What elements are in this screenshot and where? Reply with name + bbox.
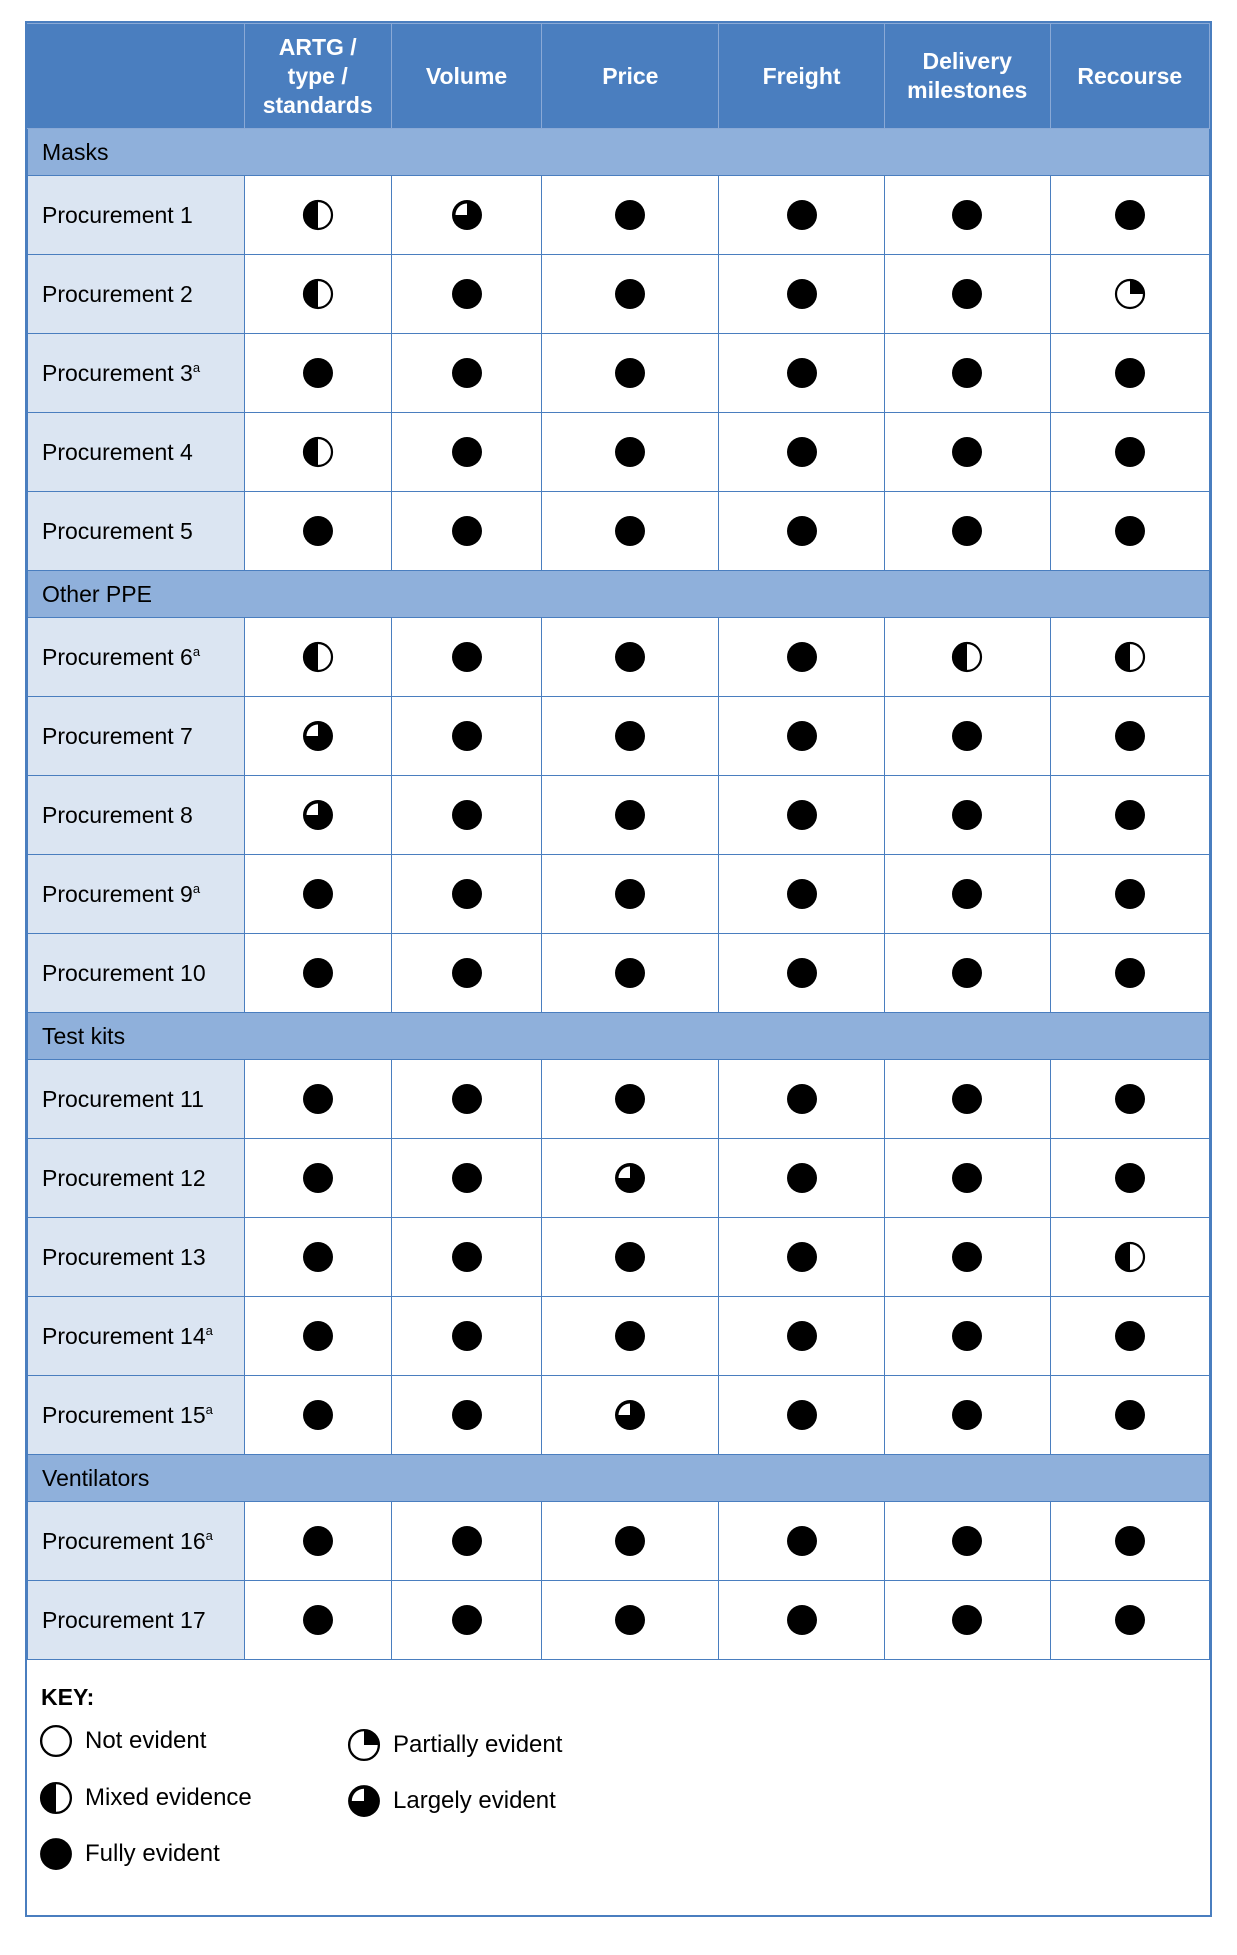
fully-evident-icon xyxy=(302,1399,334,1431)
fully-evident-icon xyxy=(951,957,983,989)
evidence-cell xyxy=(542,255,719,334)
largely-evident-icon xyxy=(302,799,334,831)
fully-evident-icon xyxy=(951,1604,983,1636)
evidence-cell xyxy=(391,1297,542,1376)
evidence-cell xyxy=(884,1376,1050,1455)
key-item-not-evident xyxy=(39,1724,206,1758)
table-row xyxy=(28,934,1210,1013)
evidence-cell xyxy=(719,334,885,413)
evidence-cell xyxy=(391,413,542,492)
evidence-cell xyxy=(719,1218,885,1297)
fully-evident-icon xyxy=(786,278,818,310)
table-row xyxy=(28,176,1210,255)
fully-evident-icon xyxy=(302,357,334,389)
key-label: Partially evident xyxy=(393,1731,563,1758)
evidence-cell xyxy=(1050,1060,1209,1139)
table-row xyxy=(28,255,1210,334)
fully-evident-icon xyxy=(786,1241,818,1273)
evidence-cell xyxy=(884,176,1050,255)
row-footnote-marker: a xyxy=(205,1322,213,1338)
evidence-cell xyxy=(884,492,1050,571)
evidence-cell xyxy=(391,697,542,776)
largely-evident-icon xyxy=(451,199,483,231)
fully-evident-icon xyxy=(951,1399,983,1431)
evidence-cell xyxy=(244,1218,391,1297)
evidence-cell xyxy=(391,255,542,334)
fully-evident-icon xyxy=(951,1241,983,1273)
evidence-cell xyxy=(542,1297,719,1376)
row-footnote-marker: a xyxy=(205,1401,213,1417)
fully-evident-icon xyxy=(951,278,983,310)
row-label-cell xyxy=(28,618,245,697)
fully-evident-icon xyxy=(786,1162,818,1194)
evidence-cell xyxy=(1050,413,1209,492)
fully-evident-icon xyxy=(614,641,646,673)
row-label: Procurement 3 xyxy=(42,359,193,386)
fully-evident-icon xyxy=(951,878,983,910)
row-label: Procurement 10 xyxy=(42,959,206,986)
fully-evident-icon xyxy=(786,1525,818,1557)
row-label-cell xyxy=(28,413,245,492)
evidence-cell xyxy=(542,934,719,1013)
evidence-cell xyxy=(884,1139,1050,1218)
fully-evident-icon xyxy=(451,436,483,468)
fully-evident-icon xyxy=(786,199,818,231)
fully-evident-icon xyxy=(1114,436,1146,468)
fully-evident-icon xyxy=(786,799,818,831)
row-footnote-marker: a xyxy=(205,1527,213,1543)
evidence-cell xyxy=(391,1218,542,1297)
fully-evident-icon xyxy=(786,1399,818,1431)
row-label-cell xyxy=(28,1139,245,1218)
table-row xyxy=(28,492,1210,571)
evidence-cell xyxy=(1050,1376,1209,1455)
fully-evident-icon xyxy=(951,1162,983,1194)
evidence-cell xyxy=(1050,1502,1209,1581)
evidence-cell xyxy=(542,1139,719,1218)
table-row xyxy=(28,1581,1210,1660)
fully-evident-icon xyxy=(614,199,646,231)
evidence-cell xyxy=(542,413,719,492)
fully-evident-icon xyxy=(451,1604,483,1636)
evidence-cell xyxy=(1050,1139,1209,1218)
fully-evident-icon xyxy=(451,1399,483,1431)
evidence-cell xyxy=(1050,255,1209,334)
fully-evident-icon xyxy=(39,1837,73,1871)
table-row xyxy=(28,1376,1210,1455)
evidence-cell xyxy=(542,697,719,776)
row-footnote-marker: a xyxy=(192,880,201,896)
not-evident-icon xyxy=(39,1724,73,1758)
evidence-cell xyxy=(719,413,885,492)
evidence-cell xyxy=(1050,934,1209,1013)
fully-evident-icon xyxy=(786,957,818,989)
section-row xyxy=(28,129,1210,176)
evidence-cell xyxy=(542,1502,719,1581)
key-title: KEY: xyxy=(41,1684,95,1710)
row-label: Procurement 14 xyxy=(42,1322,206,1349)
evidence-cell xyxy=(391,1581,542,1660)
fully-evident-icon xyxy=(451,720,483,752)
fully-evident-icon xyxy=(786,436,818,468)
evidence-cell xyxy=(391,492,542,571)
largely-evident-icon xyxy=(614,1162,646,1194)
fully-evident-icon xyxy=(786,515,818,547)
evidence-cell xyxy=(884,413,1050,492)
fully-evident-icon xyxy=(451,957,483,989)
fully-evident-icon xyxy=(614,515,646,547)
evidence-cell xyxy=(884,1297,1050,1376)
fully-evident-icon xyxy=(951,1320,983,1352)
evidence-cell xyxy=(719,1060,885,1139)
largely-evident-icon xyxy=(302,720,334,752)
evidence-cell xyxy=(1050,1581,1209,1660)
fully-evident-icon xyxy=(1114,1525,1146,1557)
row-label: Procurement 17 xyxy=(42,1606,206,1633)
evidence-cell xyxy=(1050,618,1209,697)
fully-evident-icon xyxy=(786,641,818,673)
evidence-cell xyxy=(884,697,1050,776)
fully-evident-icon xyxy=(951,720,983,752)
mixed-evidence-icon xyxy=(39,1781,73,1815)
row-footnote-marker: a xyxy=(192,359,201,375)
evidence-cell xyxy=(391,1139,542,1218)
evidence-cell xyxy=(719,1297,885,1376)
table-row xyxy=(28,1297,1210,1376)
table-row xyxy=(28,855,1210,934)
evidence-cell xyxy=(391,334,542,413)
key-item-mixed-evidence xyxy=(39,1781,252,1815)
evidence-cell xyxy=(244,334,391,413)
row-label: Procurement 15 xyxy=(42,1401,206,1428)
row-label-cell xyxy=(28,1218,245,1297)
evidence-cell xyxy=(542,618,719,697)
fully-evident-icon xyxy=(1114,1083,1146,1115)
row-label: Procurement 2 xyxy=(42,280,193,307)
partially-evident-icon xyxy=(347,1728,381,1762)
fully-evident-icon xyxy=(614,436,646,468)
fully-evident-icon xyxy=(614,1525,646,1557)
table-row xyxy=(28,334,1210,413)
fully-evident-icon xyxy=(786,720,818,752)
fully-evident-icon xyxy=(614,1320,646,1352)
fully-evident-icon xyxy=(614,878,646,910)
evidence-cell xyxy=(244,1581,391,1660)
table-row xyxy=(28,697,1210,776)
evidence-cell xyxy=(1050,776,1209,855)
evidence-cell xyxy=(391,176,542,255)
table-row xyxy=(28,1502,1210,1581)
evidence-cell xyxy=(1050,492,1209,571)
table-row xyxy=(28,413,1210,492)
mixed-evidence-icon xyxy=(302,278,334,310)
table-body xyxy=(28,129,1210,1660)
evidence-cell xyxy=(542,1060,719,1139)
section-row xyxy=(28,1013,1210,1060)
fully-evident-icon xyxy=(951,799,983,831)
evidence-cell xyxy=(542,855,719,934)
evidence-cell xyxy=(391,855,542,934)
evidence-cell xyxy=(542,1581,719,1660)
fully-evident-icon xyxy=(786,1083,818,1115)
evidence-cell xyxy=(542,492,719,571)
evidence-cell xyxy=(542,776,719,855)
fully-evident-icon xyxy=(614,278,646,310)
fully-evident-icon xyxy=(302,957,334,989)
evidence-cell xyxy=(542,1218,719,1297)
fully-evident-icon xyxy=(302,1162,334,1194)
evidence-cell xyxy=(719,776,885,855)
evidence-cell xyxy=(719,618,885,697)
fully-evident-icon xyxy=(302,878,334,910)
table-header-row xyxy=(28,24,1210,129)
fully-evident-icon xyxy=(1114,1604,1146,1636)
evidence-cell xyxy=(542,176,719,255)
evidence-cell xyxy=(244,176,391,255)
mixed-evidence-icon xyxy=(1114,1241,1146,1273)
mixed-evidence-icon xyxy=(302,436,334,468)
table-row xyxy=(28,618,1210,697)
fully-evident-icon xyxy=(1114,1162,1146,1194)
fully-evident-icon xyxy=(451,515,483,547)
fully-evident-icon xyxy=(451,641,483,673)
evidence-cell xyxy=(719,492,885,571)
fully-evident-icon xyxy=(302,515,334,547)
fully-evident-icon xyxy=(614,357,646,389)
mixed-evidence-icon xyxy=(302,199,334,231)
evidence-cell xyxy=(719,176,885,255)
fully-evident-icon xyxy=(451,1320,483,1352)
row-label: Procurement 7 xyxy=(42,722,193,749)
row-label-cell xyxy=(28,176,245,255)
row-label: Procurement 13 xyxy=(42,1243,206,1270)
fully-evident-icon xyxy=(451,1525,483,1557)
evidence-cell xyxy=(542,1376,719,1455)
evidence-cell xyxy=(884,1218,1050,1297)
evidence-cell xyxy=(244,934,391,1013)
col-header-price: Price xyxy=(542,24,719,129)
evidence-cell xyxy=(391,1060,542,1139)
table-row xyxy=(28,1139,1210,1218)
row-label: Procurement 4 xyxy=(42,438,193,465)
evidence-cell xyxy=(884,334,1050,413)
fully-evident-icon xyxy=(1114,357,1146,389)
fully-evident-icon xyxy=(302,1241,334,1273)
fully-evident-icon xyxy=(302,1604,334,1636)
table-row xyxy=(28,776,1210,855)
evidence-cell xyxy=(719,1139,885,1218)
evidence-cell xyxy=(1050,855,1209,934)
fully-evident-icon xyxy=(1114,1320,1146,1352)
key-label: Not evident xyxy=(85,1727,207,1754)
evidence-cell xyxy=(391,1502,542,1581)
fully-evident-icon xyxy=(614,799,646,831)
row-label: Procurement 5 xyxy=(42,517,193,544)
row-footnote-marker: a xyxy=(192,643,201,659)
fully-evident-icon xyxy=(951,199,983,231)
row-label: Procurement 16 xyxy=(42,1527,206,1554)
evidence-cell xyxy=(244,492,391,571)
fully-evident-icon xyxy=(951,1525,983,1557)
evidence-cell xyxy=(719,697,885,776)
evidence-cell xyxy=(884,618,1050,697)
evidence-cell xyxy=(719,1502,885,1581)
fully-evident-icon xyxy=(951,515,983,547)
evidence-cell xyxy=(1050,1297,1209,1376)
largely-evident-icon xyxy=(347,1784,381,1818)
key-item-partially-evident xyxy=(347,1728,562,1762)
fully-evident-icon xyxy=(951,436,983,468)
fully-evident-icon xyxy=(302,1083,334,1115)
evidence-cell xyxy=(244,255,391,334)
evidence-cell xyxy=(244,855,391,934)
fully-evident-icon xyxy=(1114,199,1146,231)
fully-evident-icon xyxy=(1114,957,1146,989)
row-label-cell xyxy=(28,855,245,934)
section-row xyxy=(28,571,1210,618)
key-label: Fully evident xyxy=(85,1840,220,1867)
fully-evident-icon xyxy=(1114,799,1146,831)
evidence-cell xyxy=(244,1297,391,1376)
evidence-table-panel xyxy=(25,21,1212,1917)
evidence-cell xyxy=(884,934,1050,1013)
evidence-cell xyxy=(1050,334,1209,413)
mixed-evidence-icon xyxy=(1114,641,1146,673)
row-label-cell xyxy=(28,1060,245,1139)
col-header-volume: Volume xyxy=(391,24,542,129)
fully-evident-icon xyxy=(786,878,818,910)
evidence-cell xyxy=(1050,176,1209,255)
largely-evident-icon xyxy=(614,1399,646,1431)
evidence-cell xyxy=(391,776,542,855)
fully-evident-icon xyxy=(451,878,483,910)
key-label: Largely evident xyxy=(393,1787,556,1814)
row-label-cell xyxy=(28,492,245,571)
row-label-cell xyxy=(28,1376,245,1455)
fully-evident-icon xyxy=(451,278,483,310)
mixed-evidence-icon xyxy=(302,641,334,673)
fully-evident-icon xyxy=(951,357,983,389)
row-label-cell xyxy=(28,776,245,855)
row-label-cell xyxy=(28,934,245,1013)
col-header-artg: ARTG / type / standards xyxy=(244,24,391,129)
row-label-cell xyxy=(28,697,245,776)
row-label: Procurement 6 xyxy=(42,643,193,670)
evidence-cell xyxy=(244,776,391,855)
fully-evident-icon xyxy=(786,357,818,389)
fully-evident-icon xyxy=(614,720,646,752)
fully-evident-icon xyxy=(786,1604,818,1636)
fully-evident-icon xyxy=(451,357,483,389)
evidence-table xyxy=(27,23,1210,1660)
section-label: Ventilators xyxy=(28,1455,1210,1502)
section-label: Masks xyxy=(28,129,1210,176)
mixed-evidence-icon xyxy=(951,641,983,673)
evidence-cell xyxy=(884,1060,1050,1139)
row-label-cell xyxy=(28,1502,245,1581)
row-label-cell xyxy=(28,255,245,334)
evidence-cell xyxy=(244,413,391,492)
evidence-cell xyxy=(391,1376,542,1455)
fully-evident-icon xyxy=(786,1320,818,1352)
fully-evident-icon xyxy=(302,1320,334,1352)
fully-evident-icon xyxy=(951,1083,983,1115)
fully-evident-icon xyxy=(614,957,646,989)
table-row xyxy=(28,1060,1210,1139)
evidence-cell xyxy=(391,934,542,1013)
fully-evident-icon xyxy=(451,1083,483,1115)
evidence-cell xyxy=(884,1581,1050,1660)
evidence-cell xyxy=(244,618,391,697)
evidence-cell xyxy=(719,1581,885,1660)
col-header-delivery: Delivery milestones xyxy=(884,24,1050,129)
evidence-cell xyxy=(884,255,1050,334)
header-corner xyxy=(28,24,245,129)
row-label-cell xyxy=(28,1297,245,1376)
evidence-cell xyxy=(884,1502,1050,1581)
fully-evident-icon xyxy=(614,1083,646,1115)
row-label: Procurement 11 xyxy=(42,1085,204,1112)
evidence-cell xyxy=(884,776,1050,855)
fully-evident-icon xyxy=(451,1241,483,1273)
evidence-cell xyxy=(719,934,885,1013)
table-row xyxy=(28,1218,1210,1297)
col-header-recourse: Recourse xyxy=(1050,24,1209,129)
fully-evident-icon xyxy=(1114,515,1146,547)
fully-evident-icon xyxy=(1114,878,1146,910)
row-label: Procurement 8 xyxy=(42,801,193,828)
evidence-cell xyxy=(1050,697,1209,776)
fully-evident-icon xyxy=(614,1604,646,1636)
evidence-cell xyxy=(244,1139,391,1218)
row-label: Procurement 12 xyxy=(42,1164,206,1191)
evidence-cell xyxy=(719,855,885,934)
col-header-freight: Freight xyxy=(719,24,885,129)
fully-evident-icon xyxy=(1114,1399,1146,1431)
evidence-cell xyxy=(719,255,885,334)
partially-evident-icon xyxy=(1114,278,1146,310)
legend-key xyxy=(27,1668,1210,1915)
fully-evident-icon xyxy=(451,1162,483,1194)
row-label: Procurement 1 xyxy=(42,201,193,228)
fully-evident-icon xyxy=(1114,720,1146,752)
fully-evident-icon xyxy=(302,1525,334,1557)
evidence-cell xyxy=(244,1502,391,1581)
evidence-cell xyxy=(542,334,719,413)
evidence-cell xyxy=(391,618,542,697)
row-label: Procurement 9 xyxy=(42,880,193,907)
row-label-cell xyxy=(28,1581,245,1660)
evidence-cell xyxy=(719,1376,885,1455)
section-label: Test kits xyxy=(28,1013,1210,1060)
key-item-largely-evident xyxy=(347,1784,556,1818)
section-label: Other PPE xyxy=(28,571,1210,618)
fully-evident-icon xyxy=(614,1241,646,1273)
row-label-cell xyxy=(28,334,245,413)
evidence-cell xyxy=(244,1060,391,1139)
evidence-cell xyxy=(244,697,391,776)
key-label: Mixed evidence xyxy=(85,1784,252,1811)
fully-evident-icon xyxy=(451,799,483,831)
section-row xyxy=(28,1455,1210,1502)
evidence-cell xyxy=(884,855,1050,934)
evidence-cell xyxy=(244,1376,391,1455)
key-item-fully-evident xyxy=(39,1837,220,1871)
evidence-cell xyxy=(1050,1218,1209,1297)
